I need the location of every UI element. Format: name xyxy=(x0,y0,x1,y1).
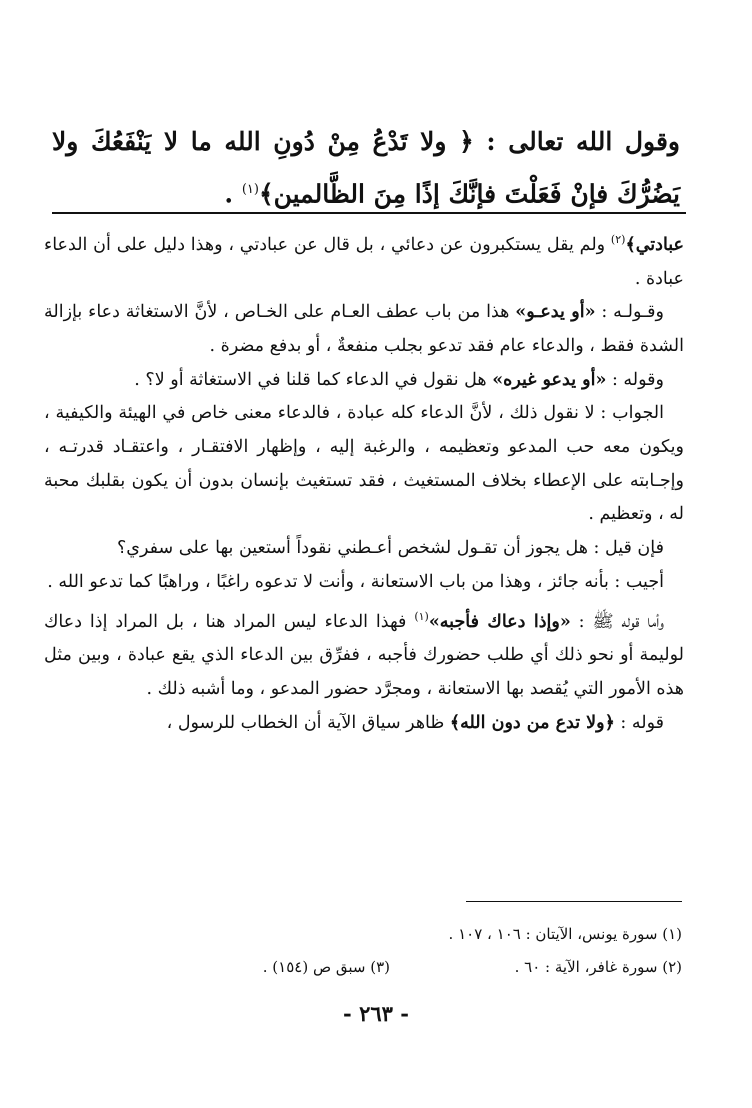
p7-lead: وأما قوله ﷺ : xyxy=(570,611,664,632)
p6-text: أجيب : بأنه جائز ، وهذا من باب الاستعانة ، وأنت لا تدعوه راغبًا ، وراهبًا كما تدعو الله . xyxy=(47,571,664,592)
p8-lead: قوله : xyxy=(614,712,664,733)
page-number: - ٢٦٣ - xyxy=(343,1001,409,1026)
p3-text: هل نقول في الدعاء كما قلنا في الاستغاثة أو لا؟ . xyxy=(134,369,493,390)
paragraph-5 xyxy=(44,532,684,566)
p5-text: فإن قيل : هل يجوز أن تقـول لشخص أعـطني نقوداً أستعين بها على سفري؟ xyxy=(117,538,664,559)
p3-lead: وقوله : xyxy=(606,369,664,390)
footnote-row-1 xyxy=(62,918,682,951)
p7-footnote-ref: (١) xyxy=(414,609,429,623)
paragraph-8 xyxy=(44,707,684,741)
p7-text: فهذا الدعاء ليس المراد هنا ، بل المراد إذا دعاك لوليمة أو نحو ذلك أي طلب حضورك فأجبه ، ففرِّق بين الدعاء الذي يقع عبادة ، وبين مثل هذه الأمور التي يُقصد بها الاستعانة ، ومجرَّد حضور المدعو ، وما أشبه ذلك . xyxy=(44,611,684,699)
commentary-body xyxy=(44,223,684,740)
p2-bold: «أو يدعـو» xyxy=(515,302,596,323)
paragraph-2 xyxy=(44,296,684,363)
footnote-3: (٣) سبق ص (١٥٤) . xyxy=(262,958,390,976)
footnote-1: (١) سورة يونس، الآيتان : ١٠٦ ، ١٠٧ . xyxy=(448,925,682,943)
paragraph-6 xyxy=(44,566,684,600)
paragraph-1 xyxy=(44,223,684,296)
quran-verse-heading xyxy=(52,118,680,218)
verse-end: . xyxy=(224,179,242,209)
p2-text: هذا من باب عطف العـام على الخـاص ، لأنَّ الاستغاثة دعاء بإزالة الشدة فقط ، والدعاء عام فقد تدعو بجلب منفعةٌ ، أو بدفع مضرة . xyxy=(44,302,684,356)
p1-text: ولم يقل يستكبرون عن دعائي ، بل قال عن عبادتي ، وهذا دليل على أن الدعاء عبادة . xyxy=(44,234,684,289)
p1-footnote-ref: (٢) xyxy=(610,233,626,246)
footnote-separator xyxy=(466,901,682,902)
p8-text: ظاهر سياق الآية أن الخطاب للرسول ، xyxy=(166,712,450,733)
p8-bold: ﴿ولا تدع من دون الله﴾ xyxy=(449,712,615,733)
paragraph-7 xyxy=(44,600,684,707)
p3-bold: «أو يدعو غيره» xyxy=(492,369,607,390)
p2-lead: وقـولـه : xyxy=(595,302,664,323)
p1-bold: عبادتي﴾ xyxy=(625,234,684,255)
footnote-2: (٢) سورة غافر، الآية : ٦٠ . xyxy=(514,958,682,976)
verse-footnote-ref: (١) xyxy=(241,182,259,197)
verse-quote: ﴿ ولا تَدْعُ مِنْ دُونِ الله ما لا يَنْفَعُكَ ولا يَضُرُّكَ فإنْ فَعَلْتَ فإنَّكَ إذًا مِنَ الظَّالمين﴾ xyxy=(52,127,680,209)
p4-text: الجواب : لا نقول ذلك ، لأنَّ الدعاء كله عبادة ، فالدعاء معنى خاص في الهيئة والكيفية ، ويكون معه حب المدعو وتعظيمه ، والرغبة إليه ، وإظهار الافتقـار ، واعتقـاد قدرتـه ، وإجـابته على الإعطاء بخلاف المستغيث ، فقد تستغيث بإنسان بدون أن يكون بقلبك محبة له ، وتعظيم . xyxy=(44,403,684,525)
paragraph-4 xyxy=(44,397,684,532)
footnote-row-2 xyxy=(62,951,682,984)
heading-separator xyxy=(52,212,686,214)
paragraph-3 xyxy=(44,364,684,398)
footnotes xyxy=(62,918,682,984)
verse-intro: وقول الله تعالى : xyxy=(473,127,680,156)
p7-bold: «وإذا دعاك فأجبه» xyxy=(428,611,571,632)
